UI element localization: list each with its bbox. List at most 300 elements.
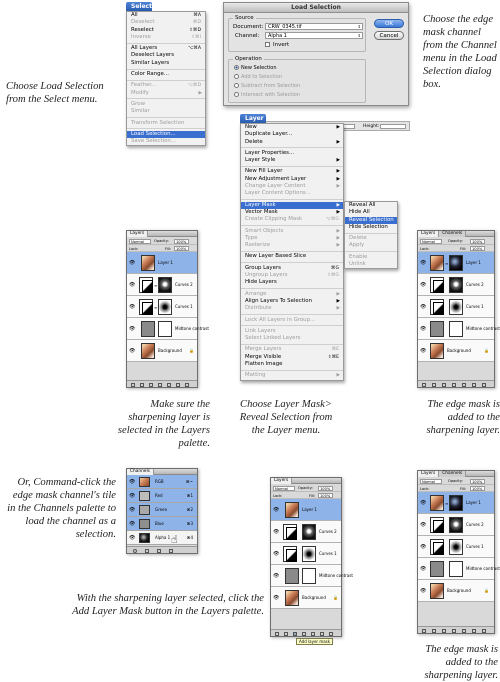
- layer-mask-item-delete: [345, 235, 397, 242]
- channel-thumbnail: [139, 533, 150, 543]
- link-icon[interactable]: [131, 383, 135, 387]
- channel-label: Channel:: [235, 33, 260, 39]
- eye-icon[interactable]: 👁: [273, 573, 280, 579]
- layer-thumbnail: [430, 561, 444, 577]
- eye-icon[interactable]: 👁: [420, 544, 427, 550]
- layer-menu-item-layer-style[interactable]: [241, 157, 343, 164]
- channel-row-blue[interactable]: [127, 517, 197, 531]
- adjustment-icon[interactable]: [302, 632, 306, 636]
- menu-item-label: Save Selection...: [131, 138, 176, 145]
- fill-label: Fill:: [165, 246, 172, 251]
- cancel-button[interactable]: Cancel: [374, 31, 404, 40]
- layer-mask-item-apply: [345, 242, 397, 249]
- channel-row-red[interactable]: [127, 489, 197, 503]
- menu-item-label: Duplicate Layer...: [245, 131, 293, 138]
- layer-menu-item-merge-layers: [241, 346, 343, 353]
- menu-item-label: Hide Selection: [349, 223, 388, 230]
- menu-item-label: Reveal All: [349, 202, 376, 208]
- fx-icon[interactable]: [432, 629, 436, 633]
- mask-thumbnail: [449, 321, 463, 337]
- layer-menu-title[interactable]: Layer: [240, 114, 266, 123]
- layer-menu-item-vector-mask[interactable]: [241, 209, 343, 216]
- eye-icon[interactable]: 👁: [129, 282, 136, 288]
- lock-label: Lock:: [420, 246, 430, 251]
- layer-menu-item-layer-content-options: [241, 190, 343, 197]
- layer-name: Background: [447, 348, 471, 353]
- channel-value: Alpha 1: [268, 33, 287, 39]
- menu-item-label: Layer Content Options...: [245, 190, 311, 197]
- new-layer-icon[interactable]: [472, 629, 476, 633]
- menu-item-label: Color Range...: [131, 71, 170, 78]
- submenu-arrow-icon: ▶: [336, 298, 340, 304]
- menu-item-label: Select Linked Layers: [245, 335, 301, 342]
- menu-item-label: Vector Mask: [245, 208, 278, 215]
- trash-icon[interactable]: [169, 549, 173, 553]
- link-icon[interactable]: [275, 632, 279, 636]
- layer-row-curves-1[interactable]: [271, 543, 341, 565]
- eye-icon[interactable]: 👁: [420, 282, 427, 288]
- eye-icon[interactable]: 👁: [420, 500, 427, 506]
- channel-shortcut: ⌘3: [186, 521, 193, 526]
- menu-item-label: Hide Layers: [245, 279, 277, 286]
- layer-row-curves-2[interactable]: [127, 274, 197, 296]
- fill-label: Fill:: [460, 486, 467, 491]
- lock-row: [271, 492, 341, 499]
- layer-menu-item-layer-mask[interactable]: [241, 202, 343, 209]
- add-layer-mask-icon[interactable]: [442, 383, 446, 387]
- layer-menu-item-duplicate-layer[interactable]: [241, 131, 343, 138]
- menu-item-label: Group Layers: [245, 264, 281, 271]
- new-channel-icon[interactable]: [157, 549, 161, 553]
- layer-name: Layer 1: [466, 260, 481, 265]
- channel-thumbnail: [139, 505, 150, 515]
- chain-icon: ∞: [154, 283, 158, 288]
- submenu-arrow-icon: ▶: [336, 202, 340, 208]
- mask-thumbnail: [449, 517, 463, 533]
- palette-options: [271, 484, 341, 492]
- radio-add-to-selection[interactable]: [234, 74, 282, 80]
- blend-mode-select[interactable]: Normal: [420, 479, 442, 484]
- new-layer-icon[interactable]: [176, 383, 180, 387]
- adjustment-thumbnail: [430, 277, 444, 293]
- menu-item-label: Unlink: [349, 261, 366, 268]
- new-layer-icon[interactable]: [320, 632, 324, 636]
- layer-row-curves-1[interactable]: [418, 296, 494, 318]
- layer-mask-item-unlink: [345, 261, 397, 268]
- adjustment-thumbnail: [430, 539, 444, 555]
- layer-mask-item-hide-all[interactable]: [345, 209, 397, 216]
- channel-row-rgb[interactable]: [127, 475, 197, 489]
- new-layer-icon[interactable]: [472, 383, 476, 387]
- layer-row-curves-2[interactable]: [271, 521, 341, 543]
- layer-menu-item-new-layer-based-slice[interactable]: [241, 253, 343, 260]
- menu-item-label: Reselect: [131, 26, 154, 33]
- fx-icon[interactable]: [284, 632, 288, 636]
- chain-icon: ∞: [445, 261, 449, 266]
- select-menu-item-grow: [127, 101, 205, 108]
- tab-layers[interactable]: Layers: [127, 231, 148, 237]
- layer-row-background[interactable]: [418, 340, 494, 362]
- menu-separator: [345, 251, 397, 252]
- layer-menu-item-new-fill-layer[interactable]: [241, 168, 343, 175]
- menu-item-label: Similar: [131, 108, 150, 115]
- eye-icon[interactable]: 👁: [273, 551, 280, 557]
- lock-row: [418, 485, 494, 492]
- submenu-arrow-icon: ▶: [336, 235, 340, 241]
- menu-separator: [127, 117, 205, 118]
- layer-name: Curves 1: [175, 304, 193, 309]
- eye-icon[interactable]: 👁: [420, 588, 427, 594]
- caption-make-sure: Make sure the sharpening layer is selected in the Layers palette.: [117, 399, 210, 449]
- trash-icon[interactable]: [482, 383, 486, 387]
- menu-item-label: Deselect: [131, 19, 155, 26]
- tab-layers[interactable]: Layers: [418, 471, 439, 477]
- layer-menu-item-delete[interactable]: [241, 139, 343, 146]
- layer-row-curves-2[interactable]: [418, 514, 494, 536]
- document-value: CRW_0345.tif: [268, 24, 302, 30]
- layer-name: Midtone contrast: [466, 566, 500, 571]
- menu-item-label: All Layers: [131, 45, 158, 52]
- menu-separator: [241, 166, 343, 167]
- radio-intersect-with-selection[interactable]: [234, 92, 300, 98]
- document-select[interactable]: [265, 23, 363, 30]
- adjustment-thumbnail: [283, 546, 297, 562]
- caption-edge-mask-added-2: The edge mask is added to the sharpening layer.: [424, 644, 498, 681]
- lock-row: [418, 245, 494, 252]
- palette-options: [418, 477, 494, 485]
- height-field[interactable]: [380, 124, 406, 129]
- layer-row-midtone-contrast[interactable]: [271, 565, 353, 587]
- select-menu-item-feather: [127, 82, 205, 89]
- menu-item-label: Rasterize: [245, 242, 271, 249]
- layer-name: Curves 2: [466, 282, 484, 287]
- fx-icon[interactable]: [140, 383, 144, 387]
- radio-label: New Selection: [241, 65, 277, 71]
- menu-item-label: Matting: [245, 372, 266, 379]
- layer-menu-item-create-clipping-mask: [241, 216, 343, 223]
- menu-separator: [241, 262, 343, 263]
- menu-item-label: Ungroup Layers: [245, 272, 288, 279]
- layer-mask-item-hide-selection[interactable]: [345, 224, 397, 231]
- layer-row-curves-1[interactable]: [127, 296, 197, 318]
- select-menu-item-save-selection: [127, 138, 205, 145]
- select-menu: [126, 11, 206, 146]
- menu-item-label: Load Selection...: [131, 130, 176, 137]
- menu-item-label: New Fill Layer: [245, 168, 283, 175]
- layer-menu-item-select-linked-layers: [241, 335, 343, 342]
- layer-menu-item-new[interactable]: [241, 124, 343, 131]
- menu-item-label: Enable: [349, 253, 368, 260]
- layer-menu-item-new-adjustment-layer[interactable]: [241, 176, 343, 183]
- layer-menu-item-rasterize: [241, 242, 343, 249]
- invert-checkbox[interactable]: [265, 42, 270, 47]
- layer-menu-item-layer-properties[interactable]: [241, 150, 343, 157]
- layer-thumbnail: [285, 568, 299, 584]
- folder-icon[interactable]: [462, 383, 466, 387]
- eye-icon[interactable]: 👁: [273, 507, 280, 513]
- eye-icon[interactable]: 👁: [420, 304, 427, 310]
- select-menu-item-deselect: [127, 19, 205, 26]
- layer-row-background[interactable]: [127, 340, 197, 362]
- layer-name: Background: [302, 595, 326, 600]
- select-menu-item-reselect[interactable]: [127, 27, 205, 34]
- layer-menu-item-flatten-image[interactable]: [241, 361, 343, 368]
- folder-icon[interactable]: [167, 383, 171, 387]
- opacity-field[interactable]: 100%: [318, 486, 333, 491]
- layer-mask-item-reveal-all[interactable]: [345, 202, 397, 209]
- pointer-hand-icon: ☝: [171, 533, 178, 546]
- menu-item-label: Delete: [245, 138, 263, 145]
- eye-icon[interactable]: 👁: [273, 529, 280, 535]
- select-menu-item-color-range[interactable]: [127, 71, 205, 78]
- adjustment-thumbnail: [430, 517, 444, 533]
- eye-icon[interactable]: 👁: [129, 326, 136, 332]
- layer-thumbnail: [430, 255, 444, 271]
- lock-icon: 🔒: [484, 588, 489, 593]
- eye-icon[interactable]: 👁: [129, 304, 136, 310]
- tab-channels[interactable]: Channels: [439, 471, 466, 477]
- layer-menu-item-align-layers-to-selection[interactable]: [241, 298, 343, 305]
- menu-item-label: Transform Selection: [131, 119, 185, 126]
- mask-thumbnail: [449, 255, 463, 271]
- select-menu-item-all[interactable]: [127, 12, 205, 19]
- layer-thumbnail: [141, 343, 155, 359]
- eye-icon[interactable]: 👁: [129, 479, 136, 485]
- tab-channels[interactable]: Channels: [127, 469, 154, 475]
- layer-menu-item-group-layers[interactable]: [241, 265, 343, 272]
- eye-icon[interactable]: 👁: [129, 260, 136, 266]
- blend-mode-select[interactable]: Normal: [273, 486, 295, 491]
- submenu-arrow-icon: ▶: [336, 176, 340, 182]
- layer-row-layer-1[interactable]: [418, 252, 494, 274]
- channel-shortcut: ⌘1: [186, 493, 193, 498]
- menu-shortcut: ⌥⌘G: [325, 217, 339, 223]
- folder-icon[interactable]: [311, 632, 315, 636]
- palette-footer: [418, 626, 494, 633]
- radio-subtract-from-selection[interactable]: [234, 83, 300, 89]
- menu-item-label: New: [245, 124, 257, 130]
- select-menu-item-modify: [127, 90, 205, 97]
- select-menu-item-similar: [127, 108, 205, 115]
- eye-icon[interactable]: 👁: [420, 260, 427, 266]
- radio-new-selection[interactable]: [234, 65, 277, 71]
- channels-palette: [126, 468, 198, 554]
- adjustment-icon[interactable]: [452, 383, 456, 387]
- layer-mask-item-reveal-selection[interactable]: [345, 217, 397, 224]
- select-menu-title[interactable]: Select: [126, 2, 152, 11]
- caption-choose-load-selection: Choose Load Selection from the Select menu.: [6, 81, 104, 105]
- opacity-field[interactable]: 100%: [174, 239, 189, 244]
- lock-label: Lock:: [420, 486, 430, 491]
- layer-row-layer-1[interactable]: [271, 499, 341, 521]
- menu-item-label: Layer Properties...: [245, 149, 295, 156]
- blend-mode-select[interactable]: Normal: [420, 239, 442, 244]
- fill-field[interactable]: 100%: [318, 493, 333, 498]
- mask-thumbnail: [158, 299, 172, 315]
- save-selection-icon[interactable]: [145, 549, 149, 553]
- layer-menu-item-merge-visible[interactable]: [241, 354, 343, 361]
- blend-mode-select[interactable]: Normal: [129, 239, 151, 244]
- trash-icon[interactable]: [329, 632, 333, 636]
- layers-palette-add-mask: [270, 477, 353, 637]
- palette-options: [127, 237, 197, 245]
- fill-field[interactable]: 100%: [470, 246, 485, 251]
- eye-icon[interactable]: 👁: [420, 522, 427, 528]
- submenu-arrow-icon: ▶: [336, 243, 340, 249]
- link-icon[interactable]: [422, 383, 426, 387]
- select-menu-item-transform-selection: [127, 120, 205, 127]
- add-layer-mask-icon[interactable]: [293, 632, 297, 636]
- channel-select[interactable]: [265, 32, 363, 39]
- adjustment-icon[interactable]: [158, 383, 162, 387]
- mask-thumbnail: [302, 524, 316, 540]
- layers-palette-after-2: [417, 470, 500, 634]
- layer-name: Curves 1: [319, 551, 337, 556]
- adjustment-icon[interactable]: [452, 629, 456, 633]
- tab-layers[interactable]: Layers: [418, 231, 439, 237]
- opacity-label: Opacity:: [154, 239, 169, 243]
- layer-menu-item-hide-layers[interactable]: [241, 279, 343, 286]
- eye-icon[interactable]: 👁: [420, 348, 427, 354]
- tab-layers[interactable]: Layers: [271, 478, 292, 484]
- layer-menu-item-smart-objects: [241, 228, 343, 235]
- layer-row-curves-1[interactable]: [418, 536, 494, 558]
- layer-name: Background: [447, 588, 471, 593]
- add-layer-mask-icon[interactable]: [149, 383, 153, 387]
- caption-with-sharpening: With the sharpening layer selected, click the Add Layer Mask button in the Layers palette.: [72, 593, 264, 617]
- fill-field[interactable]: 100%: [470, 486, 485, 491]
- submenu-arrow-icon: ▶: [336, 228, 340, 234]
- ok-button[interactable]: OK: [374, 19, 404, 28]
- mask-thumbnail: [449, 561, 463, 577]
- menu-separator: [127, 98, 205, 99]
- menu-separator: [127, 43, 205, 44]
- select-menu-item-similar-layers[interactable]: [127, 60, 205, 67]
- menu-separator: [241, 370, 343, 371]
- menu-shortcut: ⇧⌘I: [191, 34, 201, 40]
- menu-separator: [241, 288, 343, 289]
- eye-icon[interactable]: 👁: [129, 521, 136, 527]
- menu-item-label: Feather...: [131, 82, 157, 89]
- select-menu-item-deselect-layers[interactable]: [127, 52, 205, 59]
- fill-field[interactable]: 100%: [174, 246, 189, 251]
- menu-separator: [127, 80, 205, 81]
- layer-name: Curves 2: [466, 522, 484, 527]
- menu-item-label: Distribute: [245, 305, 272, 312]
- add-layer-mask-icon[interactable]: [442, 629, 446, 633]
- menu-shortcut: ⌘A: [193, 13, 201, 18]
- eye-icon[interactable]: 👁: [129, 535, 136, 541]
- submenu-arrow-icon: ▶: [336, 139, 340, 145]
- opacity-label: Opacity:: [298, 486, 313, 490]
- select-menu-item-load-selection[interactable]: [127, 131, 205, 138]
- eye-icon[interactable]: 👁: [129, 507, 136, 513]
- layer-row-midtone-contrast[interactable]: [418, 558, 500, 580]
- eye-icon[interactable]: 👁: [129, 348, 136, 354]
- trash-icon[interactable]: [482, 629, 486, 633]
- source-label: Source: [235, 15, 254, 21]
- channel-thumbnail: [139, 491, 150, 501]
- menu-item-label: Merge Visible: [245, 353, 282, 360]
- fill-label: Fill:: [309, 493, 316, 498]
- layer-name: Layer 1: [302, 507, 317, 512]
- menu-separator: [241, 325, 343, 326]
- layer-name: Curves 2: [319, 529, 337, 534]
- load-selection-icon[interactable]: [133, 549, 137, 553]
- layer-thumbnail: [285, 590, 299, 606]
- folder-icon[interactable]: [462, 629, 466, 633]
- layer-menu-item-type: [241, 235, 343, 242]
- layer-row-curves-2[interactable]: [418, 274, 494, 296]
- menu-shortcut: ⌥⌘D: [187, 83, 201, 89]
- submenu-arrow-icon: ▶: [336, 291, 340, 297]
- menu-separator: [241, 344, 343, 345]
- opacity-label: Opacity:: [448, 239, 463, 243]
- chevron-down-icon: ⇕: [357, 33, 361, 38]
- layer-thumbnail: [141, 321, 155, 337]
- menu-shortcut: ⇧⌘D: [189, 27, 201, 33]
- fx-icon[interactable]: [432, 383, 436, 387]
- layer-row-midtone-contrast[interactable]: [127, 318, 209, 340]
- lock-icon: 🔒: [484, 348, 489, 353]
- select-menu-item-all-layers[interactable]: [127, 45, 205, 52]
- opacity-field[interactable]: 100%: [470, 479, 485, 484]
- layer-menu-item-change-layer-content: [241, 183, 343, 190]
- menu-item-label: Change Layer Content: [245, 183, 306, 190]
- channel-row-green[interactable]: [127, 503, 197, 517]
- layer-thumbnail: [430, 495, 444, 511]
- menu-separator: [127, 128, 205, 129]
- load-selection-dialog: [223, 2, 409, 106]
- document-label: Document:: [233, 24, 264, 30]
- layer-row-layer-1[interactable]: [127, 252, 197, 274]
- menu-shortcut: ⌘E: [331, 347, 339, 353]
- lock-label: Lock:: [273, 493, 283, 498]
- menu-item-label: Hide All: [349, 209, 370, 216]
- mask-thumbnail: [449, 539, 463, 555]
- mask-thumbnail: [449, 495, 463, 511]
- opacity-field[interactable]: 100%: [470, 239, 485, 244]
- invert-label: Invert: [273, 42, 290, 48]
- menu-item-label: Align Layers To Selection: [245, 297, 313, 304]
- layer-row-midtone-contrast[interactable]: [418, 318, 500, 340]
- channel-shortcut: ⌘~: [185, 479, 193, 484]
- eye-icon[interactable]: 👁: [129, 493, 136, 499]
- submenu-arrow-icon: ▶: [336, 306, 340, 312]
- menu-shortcut: ⇧⌘E: [327, 354, 339, 360]
- opacity-label: Opacity:: [448, 479, 463, 483]
- menu-item-label: Lock All Layers in Group...: [245, 316, 316, 323]
- menu-item-label: Create Clipping Mask: [245, 216, 303, 223]
- layer-thumbnail: [430, 583, 444, 599]
- layer-row-background[interactable]: [418, 580, 494, 602]
- eye-icon[interactable]: 👁: [420, 566, 427, 572]
- chain-icon: ∞: [445, 501, 449, 506]
- add-layer-mask-tooltip: Add layer mask: [296, 638, 333, 645]
- eye-icon[interactable]: 👁: [420, 326, 427, 332]
- eye-icon[interactable]: 👁: [273, 595, 280, 601]
- channel-name: RGB: [155, 479, 164, 484]
- link-icon[interactable]: [422, 629, 426, 633]
- layer-row-background[interactable]: [271, 587, 341, 609]
- menu-item-label: Modify: [131, 89, 149, 96]
- channel-row-alpha-1[interactable]: [127, 531, 197, 545]
- layer-row-layer-1[interactable]: [418, 492, 494, 514]
- trash-icon[interactable]: [185, 383, 189, 387]
- layer-name: Curves 1: [466, 544, 484, 549]
- mask-thumbnail: [449, 299, 463, 315]
- tab-channels[interactable]: Channels: [439, 231, 466, 237]
